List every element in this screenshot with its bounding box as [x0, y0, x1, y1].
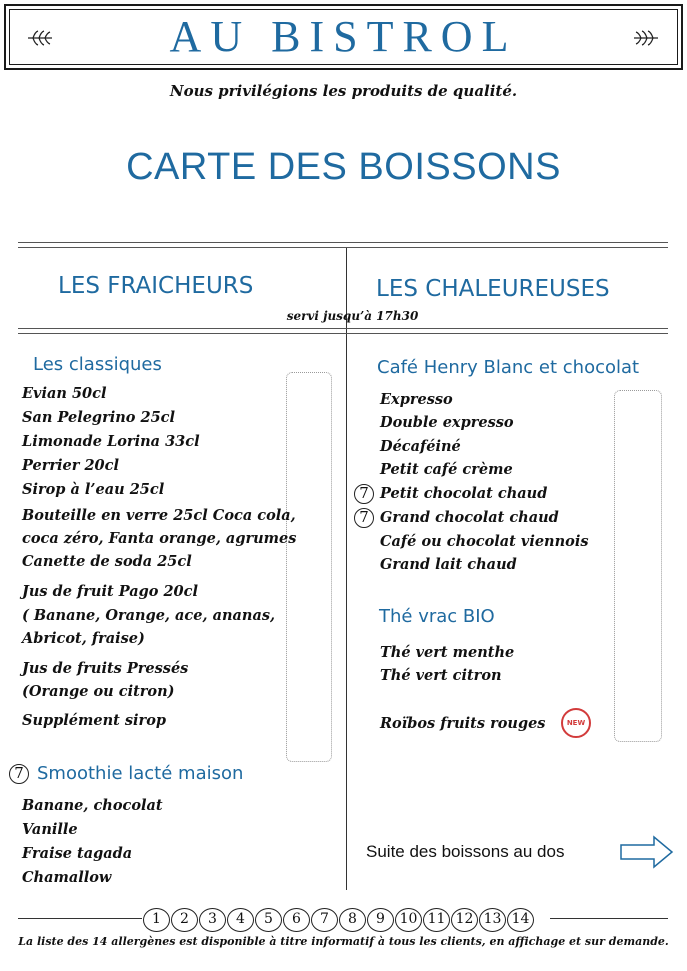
allergen-number: 1	[143, 908, 170, 932]
allergen-number: 13	[479, 908, 506, 932]
menu-item: Thé vert menthe	[380, 644, 515, 661]
menu-item: coca zéro, Fanta orange, agrumes	[22, 530, 297, 547]
menu-item: Supplément sirop	[22, 712, 167, 729]
new-badge: NEW	[561, 708, 591, 738]
menu-item: Chamallow	[22, 869, 112, 886]
menu-item: Thé vert citron	[380, 667, 502, 684]
menu-item: Bouteille en verre 25cl Coca cola,	[22, 507, 296, 524]
suite-note: Suite des boissons au dos	[366, 842, 565, 861]
allergen-7-badge: 7	[354, 484, 374, 504]
allergen-number: 2	[171, 908, 198, 932]
subhead-cafe: Café Henry Blanc et chocolat	[377, 357, 640, 378]
allergen-number: 7	[311, 908, 338, 932]
menu-item: Abricot, fraise)	[22, 630, 145, 647]
menu-item: Jus de fruits Pressés	[22, 660, 189, 677]
allergen-number: 3	[199, 908, 226, 932]
menu-item: Double expresso	[380, 414, 514, 431]
header-divider-1	[18, 328, 668, 329]
allergen-7-badge: 7	[354, 508, 374, 528]
footer-rule-left	[18, 918, 142, 919]
footer-rule-right	[550, 918, 668, 919]
page-title: CARTE DES BOISSONS	[126, 146, 561, 188]
menu-item: San Pelegrino 25cl	[22, 409, 175, 426]
menu-item: Jus de fruit Pago 20cl	[22, 583, 198, 600]
allergen-number: 8	[339, 908, 366, 932]
allergen-number: 4	[227, 908, 254, 932]
decorative-engraving-left	[286, 372, 332, 762]
heading-chaleureuses: LES CHALEUREUSES	[376, 276, 610, 302]
menu-item: Banane, chocolat	[22, 797, 163, 814]
allergen-number: 12	[451, 908, 478, 932]
allergen-number: 6	[283, 908, 310, 932]
subhead-smoothie: Smoothie lacté maison	[37, 763, 244, 784]
allergen-number: 9	[367, 908, 394, 932]
top-divider-1	[18, 242, 668, 243]
menu-item: Sirop à l’eau 25cl	[22, 481, 165, 498]
allergen-number: 5	[255, 908, 282, 932]
menu-item: Petit café crème	[380, 461, 513, 478]
menu-item: Perrier 20cl	[22, 457, 119, 474]
menu-item: Roïbos fruits rouges	[380, 715, 546, 732]
brand-title: AU BISTROL	[169, 12, 518, 61]
menu-item: ( Banane, Orange, ace, ananas,	[22, 607, 276, 624]
top-divider-2	[18, 247, 668, 248]
menu-item: (Orange ou citron)	[22, 683, 175, 700]
menu-item: Grand chocolat chaud	[380, 509, 559, 526]
tagline: Nous privilégions les produits de qualité.	[169, 82, 518, 100]
allergen-7-badge: 7	[9, 764, 29, 784]
menu-item: Expresso	[380, 391, 453, 408]
allergen-number: 10	[395, 908, 422, 932]
menu-item: Petit chocolat chaud	[380, 485, 548, 502]
menu-item: Evian 50cl	[22, 385, 107, 402]
header-divider-2	[18, 333, 668, 334]
allergen-footnote: La liste des 14 allergènes est disponible à titre informatif à tous les clients, en affichage et sur demande.	[18, 935, 669, 948]
menu-item: Limonade Lorina 33cl	[22, 433, 200, 450]
menu-item: Fraise tagada	[22, 845, 133, 862]
allergen-number: 14	[507, 908, 534, 932]
menu-item: Canette de soda 25cl	[22, 553, 192, 570]
arrow-right-icon	[620, 835, 674, 869]
allergen-number: 11	[423, 908, 450, 932]
served-until-note: servi jusqu’à 17h30	[286, 309, 419, 323]
allergen-number-row	[143, 908, 534, 932]
menu-item: Décaféiné	[380, 438, 461, 455]
subhead-classiques: Les classiques	[33, 354, 162, 375]
column-divider	[346, 248, 347, 890]
heading-fraicheurs: LES FRAICHEURS	[58, 273, 254, 299]
subhead-the: Thé vrac BIO	[379, 606, 495, 627]
menu-item: Vanille	[22, 821, 78, 838]
menu-item: Café ou chocolat viennois	[380, 533, 589, 550]
decorative-engraving-right	[614, 390, 662, 742]
menu-item: Grand lait chaud	[380, 556, 517, 573]
